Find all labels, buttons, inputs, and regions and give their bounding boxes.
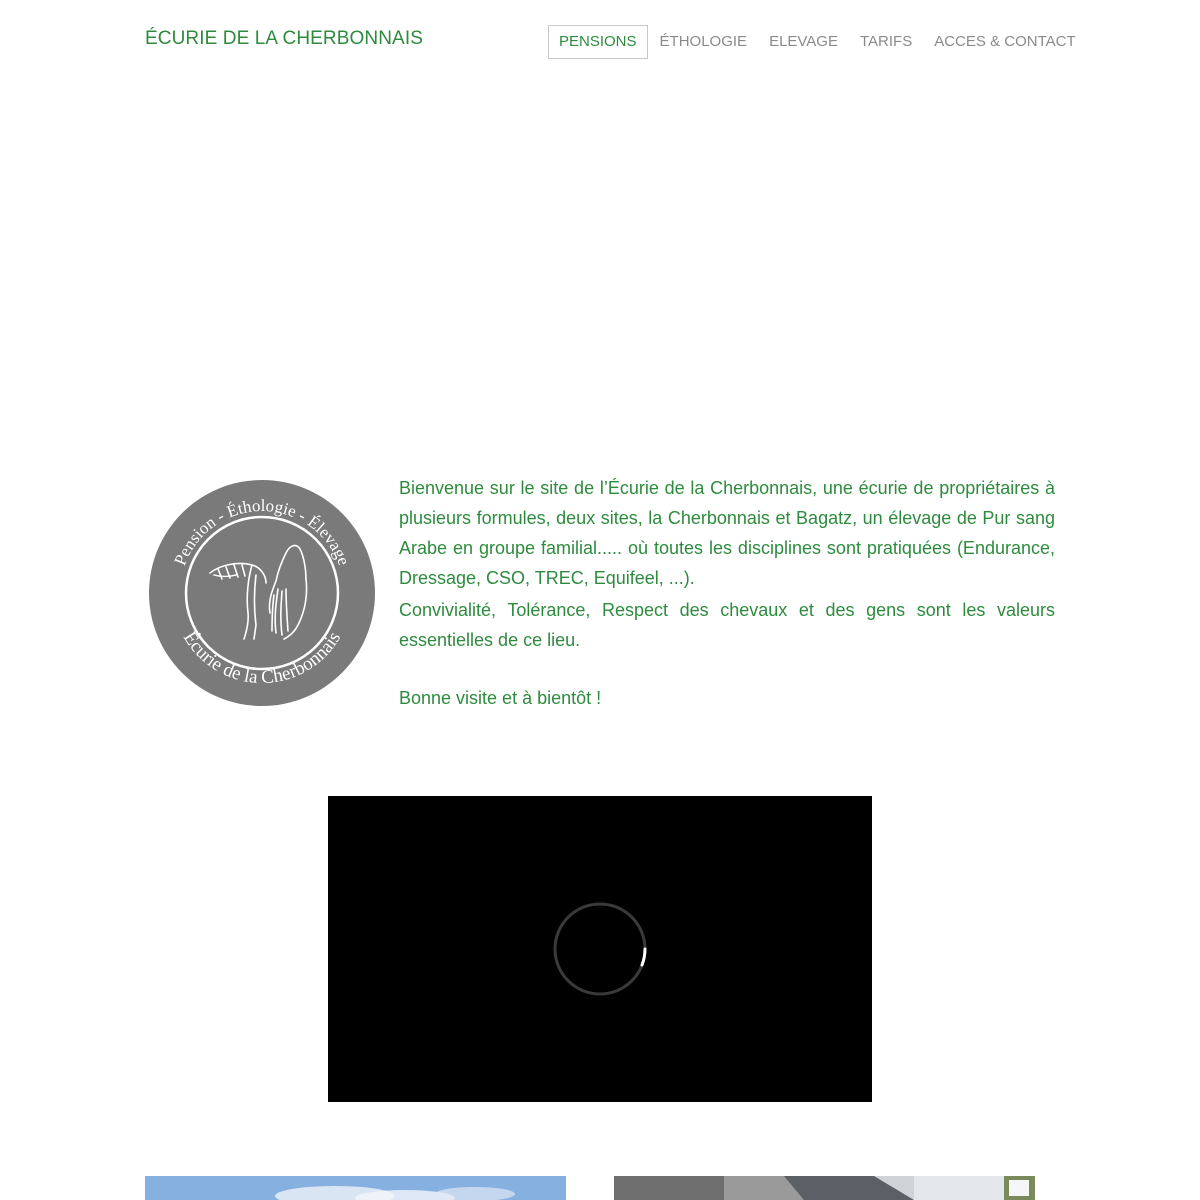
main-nav [548,25,1088,59]
logo-bottom-text: Écurie de la Cherbonnais [178,627,346,689]
photo-right[interactable] [614,1176,1035,1200]
intro-paragraph-welcome: Bienvenue sur le site de l’Écurie de la Cherbonnais, une écurie de propriétaires à plusieurs formules, deux sites, la Cherbonnais et Bagatz, un élevage de Pur sang Arabe en groupe familial..... où toutes les disciplines sont pratiquées (Endurance, Dressage, CSO, TREC, Equifeel, ...). [399,478,1055,588]
sky-photo-image [145,1176,566,1200]
building-photo-image [614,1176,1035,1200]
nav-item-acces-contact[interactable]: ACCES & CONTACT [934,33,1076,50]
loading-spinner-icon [552,901,648,997]
video-player[interactable] [328,796,872,1102]
site-title[interactable]: ÉCURIE DE LA CHERBONNAIS [145,28,423,49]
logo-emblem [148,479,376,707]
nav-item-pensions[interactable]: PENSIONS [548,25,648,59]
intro-paragraph-closing: Bonne visite et à bientôt ! [399,688,602,708]
intro-paragraph-values: Convivialité, Tolérance, Respect des chevaux et des gens sont les valeurs essentielles de ce lieu. [399,600,1055,650]
logo [148,479,376,707]
nav-item-ethologie[interactable]: ÉTHOLOGIE [659,33,748,50]
nav-item-elevage[interactable]: ELEVAGE [769,33,838,50]
nav-item-tarifs[interactable]: TARIFS [859,33,913,50]
logo-top-text: Pension - Éthologie - Élevage [170,495,354,568]
intro-text [399,473,1055,713]
photo-left[interactable] [145,1176,566,1200]
